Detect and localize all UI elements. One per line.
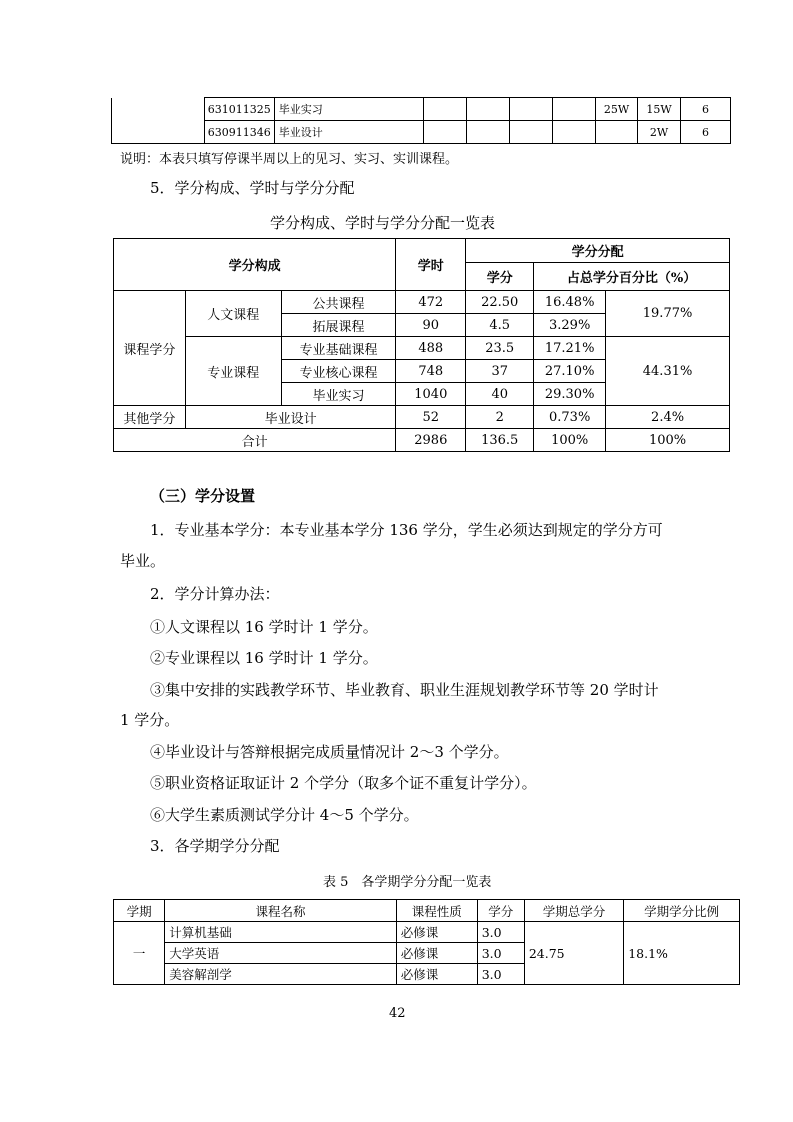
table-row: 其他学分 毕业设计 52 2 0.73% 2.4%	[114, 406, 730, 429]
table-note: 说明：本表只填写停课半周以上的见习、实习、实训课程。	[120, 152, 459, 167]
paragraph: ⑥大学生素质测试学分计 4～5 个学分。	[150, 806, 419, 824]
table-row: 拓展课程 90 4.5 3.29%	[114, 314, 730, 337]
table-row: 毕业实习 1040 40 29.30%	[114, 383, 730, 406]
table-row: 631011325 毕业实习 25W 15W 6	[112, 98, 731, 121]
table-header-row: 学期 课程名称 课程性质 学分 学期总学分 学期学分比例	[114, 900, 740, 922]
paragraph: 3．各学期学分分配	[150, 837, 280, 855]
credit-composition-table: 学分构成 学时 学分分配 学分 占总学分百分比（%） 课程学分 人文课程 公共课程 472 22.50 16.48% 19.77% 拓展课程 90 4.5 3.29% 专业课程 专业基础课程 488 23.5 17.21% 44.31% 专业核心课程 748 37 27.10% 毕业实习 1040 40 29.30% 其他学分 毕业设计 52 2 0.73% 2.4% 合计 2986 136.5 100% 100%	[113, 238, 730, 452]
paragraph: 毕业。	[120, 552, 166, 570]
table-row: 630911346 毕业设计 2W 6	[112, 121, 731, 144]
paragraph: ④毕业设计与答辩根据完成质量情况计 2～3 个学分。	[150, 743, 509, 761]
table-row: 大学英语 必修课 3.0	[114, 943, 740, 964]
practice-table	[111, 97, 731, 144]
table-row: 专业课程 专业基础课程 488 23.5 17.21% 44.31%	[114, 337, 730, 360]
table-row: 一 计算机基础 必修课 3.0 24.75 18.1%	[114, 922, 740, 943]
table-row: 专业核心课程 748 37 27.10%	[114, 360, 730, 383]
table-row: 合计 2986 136.5 100% 100%	[114, 429, 730, 452]
paragraph: ①人文课程以 16 学时计 1 学分。	[150, 618, 378, 636]
paragraph: ②专业课程以 16 学时计 1 学分。	[150, 649, 378, 667]
semester-credit-table	[113, 899, 740, 985]
paragraph: 1 学分。	[120, 711, 180, 729]
paragraph: 2．学分计算办法：	[150, 585, 280, 603]
table-row: 美容解剖学 必修课 3.0	[114, 964, 740, 985]
paragraph: ③集中安排的实践教学环节、毕业教育、职业生涯规划教学环节等 20 学时计	[150, 681, 659, 699]
section-heading: 5．学分构成、学时与学分分配	[150, 179, 355, 197]
paragraph: ⑤职业资格证取证计 2 个学分（取多个证不重复计学分）。	[150, 774, 537, 792]
table-caption: 表 5 各学期学分分配一览表	[323, 875, 492, 890]
table-row: 课程学分 人文课程 公共课程 472 22.50 16.48% 19.77%	[114, 291, 730, 314]
table-caption: 学分构成、学时与学分分配一览表	[270, 214, 496, 232]
section-heading: （三）学分设置	[150, 487, 256, 505]
paragraph: 1．专业基本学分：本专业基本学分 136 学分，学生必须达到规定的学分方可	[150, 521, 663, 539]
page-number: 42	[389, 1006, 406, 1021]
